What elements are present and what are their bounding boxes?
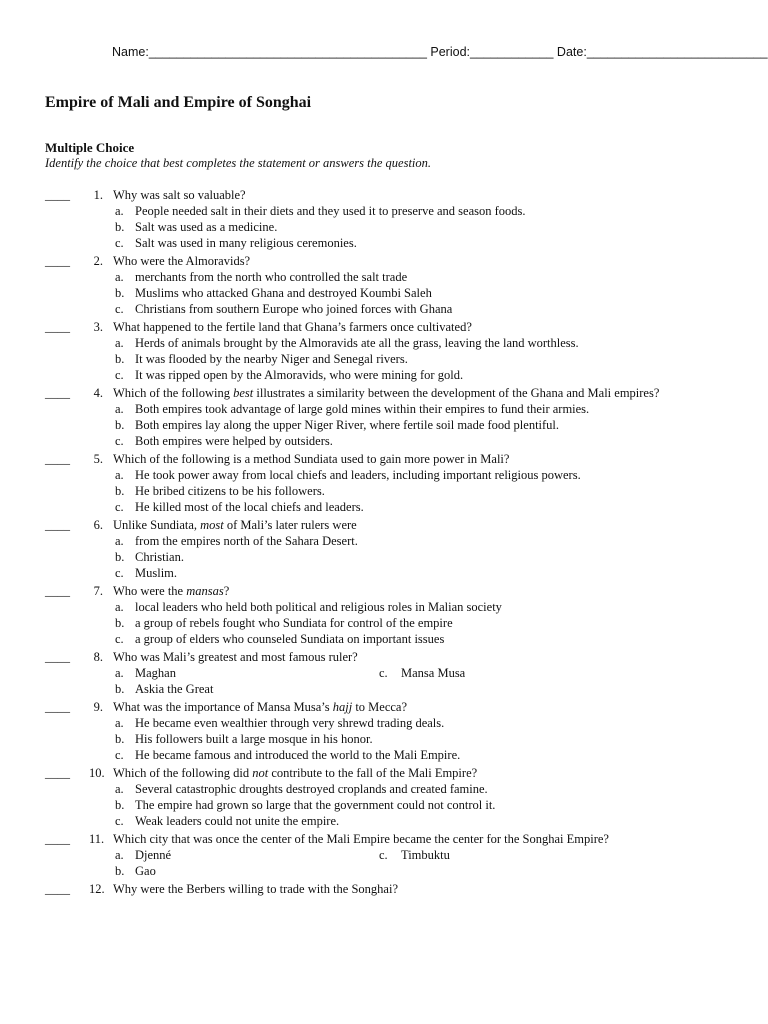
answer-blank[interactable]: ____	[45, 650, 70, 664]
emphasis-text: most	[200, 518, 224, 532]
answer-blank[interactable]: ____	[45, 584, 70, 598]
choice-label[interactable]: a.	[115, 716, 124, 730]
choice-row	[45, 203, 728, 219]
choice-text[interactable]: He killed most of the local chiefs and leaders.	[135, 500, 364, 514]
choice-text[interactable]: a group of elders who counseled Sundiata on important issues	[135, 632, 445, 646]
choice-row	[45, 813, 728, 829]
answer-blank[interactable]: ____	[45, 320, 70, 334]
period-field[interactable]: ____________	[470, 45, 554, 59]
choice-text[interactable]: The empire had grown so large that the government could not control it.	[135, 798, 496, 812]
choice-row	[45, 483, 728, 499]
choice-list	[45, 533, 728, 581]
choice-row	[45, 599, 728, 615]
name-label: Name:	[112, 45, 149, 59]
question-text	[113, 187, 246, 203]
answer-blank[interactable]: ____	[45, 386, 70, 400]
choice-label[interactable]: c.	[115, 748, 124, 762]
choice-row	[45, 863, 728, 879]
question-item	[45, 583, 728, 647]
question-text	[113, 649, 358, 665]
choice-label[interactable]: b.	[115, 220, 125, 234]
choice-list	[45, 847, 728, 879]
choice-text[interactable]: Several catastrophic droughts destroyed croplands and created famine.	[135, 782, 488, 796]
choice-text[interactable]: It was ripped open by the Almoravids, who were mining for gold.	[135, 368, 464, 382]
choice-label[interactable]: b.	[115, 798, 125, 812]
choice-text[interactable]: Both empires took advantage of large gold mines within their empires to fund their armies.	[135, 402, 590, 416]
choice-label[interactable]: b.	[115, 864, 125, 878]
question-text-part: contribute to the fall of the Mali Empire?	[268, 766, 478, 780]
question-item	[45, 881, 728, 897]
choice-label[interactable]: b.	[115, 732, 125, 746]
question-text-part: Who was Mali’s greatest and most famous ruler?	[113, 650, 358, 664]
question-text	[113, 765, 477, 781]
choice-row	[45, 301, 728, 317]
question-number: 2.	[93, 254, 103, 268]
question-row	[45, 517, 728, 533]
question-text-part: illustrates a similarity between the development of the Ghana and Mali empires?	[253, 386, 660, 400]
question-number: 4.	[93, 386, 103, 400]
choice-text[interactable]: He became even wealthier through very shrewd trading deals.	[135, 716, 445, 730]
question-item	[45, 831, 728, 879]
question-item	[45, 765, 728, 829]
emphasis-text: not	[252, 766, 269, 780]
question-item	[45, 319, 728, 383]
choice-row	[45, 665, 728, 681]
question-number: 7.	[93, 584, 103, 598]
choice-row	[45, 781, 728, 797]
choice-text[interactable]: Both empires lay along the upper Niger River, where fertile soil made food plentiful.	[135, 418, 560, 432]
choice-text[interactable]: He became famous and introduced the world to the Mali Empire.	[135, 748, 461, 762]
choice-label[interactable]: b.	[115, 616, 125, 630]
choice-list	[45, 203, 728, 251]
question-number: 10.	[89, 766, 105, 780]
emphasis-text: mansas	[186, 584, 224, 598]
question-text-part: Why was salt so valuable?	[113, 188, 246, 202]
question-text	[113, 831, 609, 847]
question-text	[113, 583, 229, 599]
question-number: 3.	[93, 320, 103, 334]
choice-label[interactable]: a.	[115, 336, 124, 350]
question-number: 12.	[89, 882, 105, 896]
question-row	[45, 319, 728, 335]
choice-list	[45, 599, 728, 647]
choice-text[interactable]: Christian.	[135, 550, 184, 564]
question-item	[45, 187, 728, 251]
choice-label[interactable]: a.	[115, 468, 124, 482]
question-number: 11.	[89, 832, 105, 846]
section-title: Multiple Choice	[45, 140, 135, 155]
choice-text[interactable]: He took power away from local chiefs and leaders, including important religious powers.	[135, 468, 581, 482]
question-item	[45, 699, 728, 763]
question-row	[45, 583, 728, 599]
choice-list	[45, 269, 728, 317]
question-row	[45, 881, 728, 897]
question-row	[45, 451, 728, 467]
choice-row	[45, 847, 728, 863]
choice-row	[45, 565, 728, 581]
choice-row	[45, 467, 728, 483]
choice-row	[45, 797, 728, 813]
answer-blank[interactable]: ____	[45, 832, 70, 846]
choice-label[interactable]: c.	[115, 814, 124, 828]
choice-row	[45, 401, 728, 417]
choice-label[interactable]: b.	[115, 286, 125, 300]
question-row	[45, 253, 728, 269]
choice-text[interactable]: Salt was used as a medicine.	[135, 220, 278, 234]
question-row	[45, 187, 728, 203]
choice-text[interactable]: Weak leaders could not unite the empire.	[135, 814, 340, 828]
question-text-part: ?	[223, 584, 230, 598]
choice-text[interactable]: Askia the Great	[135, 682, 214, 696]
question-number: 9.	[93, 700, 103, 714]
choice-row	[45, 417, 728, 433]
choice-text[interactable]: a group of rebels fought who Sundiata for control of the empire	[135, 616, 453, 630]
period-label: Period:	[430, 45, 470, 59]
choice-row	[45, 499, 728, 515]
choice-row	[45, 731, 728, 747]
choice-list	[45, 401, 728, 449]
question-text-part: of Mali’s later rulers were	[223, 518, 357, 532]
choice-label[interactable]: a.	[115, 600, 124, 614]
choice-row	[45, 715, 728, 731]
choice-row	[45, 351, 728, 367]
choice-text[interactable]: It was flooded by the nearby Niger and Senegal rivers.	[135, 352, 408, 366]
choice-label[interactable]: c.	[379, 666, 388, 680]
choice-row	[45, 533, 728, 549]
question-item	[45, 451, 728, 515]
choice-row	[45, 681, 728, 697]
choice-label[interactable]: b.	[115, 682, 125, 696]
choice-text[interactable]: People needed salt in their diets and they used it to preserve and season foods.	[135, 204, 526, 218]
choice-label[interactable]: b.	[115, 418, 125, 432]
instructions: Identify the choice that best completes the statement or answers the question.	[45, 156, 432, 170]
choice-label[interactable]: a.	[115, 782, 124, 796]
choice-label[interactable]: a.	[115, 534, 124, 548]
choice-label[interactable]: a.	[115, 402, 124, 416]
question-number: 5.	[93, 452, 103, 466]
question-text-part: What was the importance of Mansa Musa’s	[113, 700, 333, 714]
choice-row	[45, 269, 728, 285]
question-row	[45, 765, 728, 781]
choice-label[interactable]: c.	[115, 632, 124, 646]
question-text-part: to Mecca?	[352, 700, 408, 714]
choice-label[interactable]: c.	[115, 500, 124, 514]
choice-label[interactable]: c.	[379, 848, 388, 862]
page-title: Empire of Mali and Empire of Songhai	[45, 94, 312, 111]
question-text-part: Why were the Berbers willing to trade with the Songhai?	[113, 882, 398, 896]
choice-label[interactable]: a.	[115, 848, 124, 862]
question-text	[113, 517, 357, 533]
choice-text[interactable]: Herds of animals brought by the Almoravids ate all the grass, leaving the land worthless.	[135, 336, 579, 350]
emphasis-text: best	[233, 386, 254, 400]
choice-text[interactable]: Both empires were helped by outsiders.	[135, 434, 333, 448]
question-text	[113, 451, 509, 467]
choice-list	[45, 781, 728, 829]
question-text-part: Which of the following did	[113, 766, 253, 780]
choice-text[interactable]: Gao	[135, 864, 156, 878]
choice-text[interactable]: He bribed citizens to be his followers.	[135, 484, 325, 498]
choice-label[interactable]: a.	[115, 666, 124, 680]
choice-row	[45, 631, 728, 647]
answer-blank[interactable]: ____	[45, 518, 70, 532]
answer-blank[interactable]: ____	[45, 766, 70, 780]
question-item	[45, 385, 728, 449]
choice-row	[45, 235, 728, 251]
question-text-part: What happened to the fertile land that Ghana’s farmers once cultivated?	[113, 320, 472, 334]
choice-text[interactable]: Christians from southern Europe who joined forces with Ghana	[135, 302, 453, 316]
choice-row	[45, 615, 728, 631]
student-info-line	[112, 45, 768, 59]
choice-label[interactable]: c.	[115, 566, 124, 580]
date-label: Date:	[556, 45, 587, 59]
choice-row	[45, 549, 728, 565]
choice-text[interactable]: from the empires north of the Sahara Desert.	[135, 534, 358, 548]
question-text	[113, 385, 659, 401]
question-item	[45, 253, 728, 317]
question-number: 6.	[93, 518, 103, 532]
choice-text[interactable]: Djenné	[135, 848, 172, 862]
choice-row	[45, 285, 728, 301]
answer-blank[interactable]: ____	[45, 254, 70, 268]
question-number: 8.	[93, 650, 103, 664]
choice-label[interactable]: c.	[115, 434, 124, 448]
question-text-part: Who were the	[113, 584, 187, 598]
choice-row	[45, 747, 728, 763]
choice-row	[45, 219, 728, 235]
choice-text[interactable]: Muslim.	[135, 566, 178, 580]
question-text-part: Unlike Sundiata,	[113, 518, 201, 532]
question-row	[45, 831, 728, 847]
question-row	[45, 649, 728, 665]
choice-text[interactable]: Maghan	[135, 666, 176, 680]
choice-text[interactable]: local leaders who held both political and religious roles in Malian society	[135, 600, 502, 614]
choice-list	[45, 665, 728, 697]
choice-row	[45, 367, 728, 383]
choice-label[interactable]: a.	[115, 204, 124, 218]
answer-blank[interactable]: ____	[45, 452, 70, 466]
question-text-part: Which of the following is a method Sundiata used to gain more power in Mali?	[113, 452, 510, 466]
choice-row	[45, 433, 728, 449]
choice-label[interactable]: c.	[115, 368, 124, 382]
question-item	[45, 517, 728, 581]
question-text-part: Who were the Almoravids?	[113, 254, 251, 268]
choice-text[interactable]: Salt was used in many religious ceremonies.	[135, 236, 357, 250]
choice-text[interactable]: Mansa Musa	[401, 666, 466, 680]
question-text	[113, 319, 472, 335]
date-field[interactable]: __________________________	[586, 45, 768, 59]
question-text-part: Which city that was once the center of the Mali Empire became the center for the Songhai Empire?	[113, 832, 609, 846]
question-text	[113, 699, 407, 715]
choice-label[interactable]: a.	[115, 270, 124, 284]
question-text	[113, 881, 398, 897]
answer-blank[interactable]: ____	[45, 188, 70, 202]
question-number: 1.	[93, 188, 103, 202]
choice-text[interactable]: Muslims who attacked Ghana and destroyed Koumbi Saleh	[135, 286, 432, 300]
choice-label[interactable]: b.	[115, 484, 125, 498]
answer-blank[interactable]: ____	[45, 882, 70, 896]
question-text	[113, 253, 250, 269]
question-list	[45, 187, 728, 899]
choice-row	[45, 335, 728, 351]
choice-list	[45, 335, 728, 383]
name-field[interactable]: ________________________________________	[148, 45, 427, 59]
choice-list	[45, 715, 728, 763]
question-row	[45, 699, 728, 715]
choice-label[interactable]: c.	[115, 236, 124, 250]
question-item	[45, 649, 728, 697]
choice-text[interactable]: Timbuktu	[401, 848, 450, 862]
choice-label[interactable]: b.	[115, 352, 125, 366]
choice-label[interactable]: c.	[115, 302, 124, 316]
choice-label[interactable]: b.	[115, 550, 125, 564]
question-text-part: Which of the following	[113, 386, 234, 400]
choice-text[interactable]: His followers built a large mosque in his honor.	[135, 732, 373, 746]
choice-text[interactable]: merchants from the north who controlled the salt trade	[135, 270, 408, 284]
question-row	[45, 385, 728, 401]
choice-list	[45, 467, 728, 515]
answer-blank[interactable]: ____	[45, 700, 70, 714]
emphasis-text: hajj	[332, 700, 353, 714]
